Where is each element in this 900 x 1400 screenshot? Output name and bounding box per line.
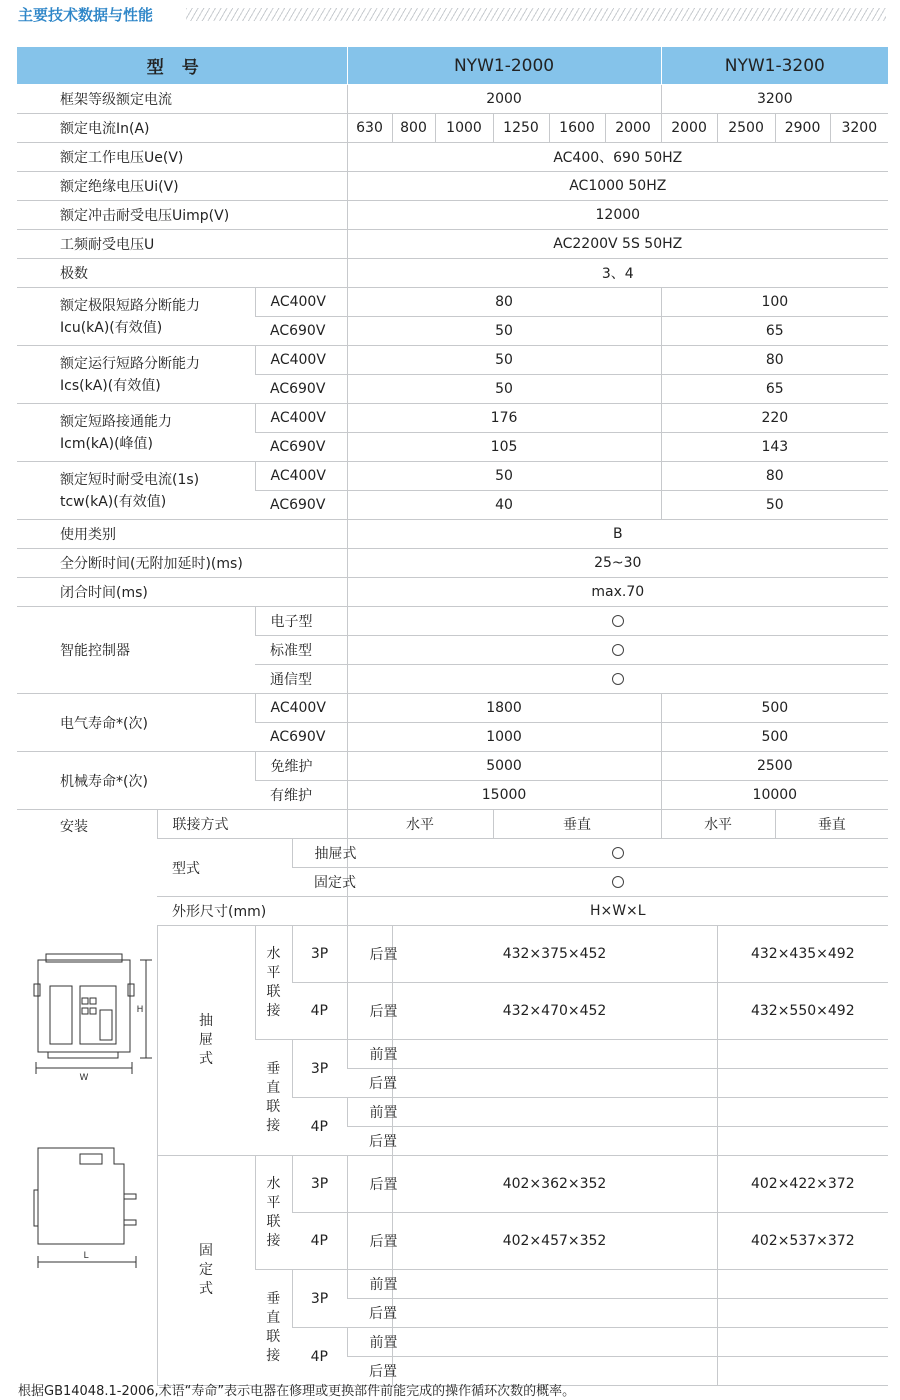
breaker-panel-right xyxy=(80,986,116,1044)
row-power-frequency xyxy=(17,230,888,259)
mech-life-free-value-2: 2500 xyxy=(661,752,888,781)
terminal-lower xyxy=(124,1220,136,1225)
elec-life-ac690-label: AC690V xyxy=(255,723,347,752)
width-dimension-label: W xyxy=(79,1073,89,1083)
type-drawout-mark xyxy=(347,839,888,868)
ics-ac690-value-2: 65 xyxy=(661,375,888,404)
fixed-vertical-text: 固定式 xyxy=(199,1243,213,1297)
icm-ac400-label: AC400V xyxy=(255,404,347,433)
breaker-base xyxy=(48,1052,118,1058)
breaker-handle xyxy=(100,1010,112,1040)
install-label: 安装 xyxy=(60,819,88,835)
draw-h3-dim-1: 432×375×452 xyxy=(392,926,717,983)
fixed-v3-rear: 后置 xyxy=(347,1299,392,1328)
break-time-label: 全分断时间(无附加延时)(ms) xyxy=(17,549,347,578)
frame-value-2: 3200 xyxy=(661,85,888,114)
controller-label: 智能控制器 xyxy=(17,607,255,694)
icw-ac400-label: AC400V xyxy=(255,462,347,491)
draw-v3-rear-dim-2 xyxy=(717,1069,888,1098)
fixed-v4-front: 前置 xyxy=(347,1328,392,1357)
header-model-2000: NYW1-2000 xyxy=(347,47,661,85)
close-time-label: 闭合时间(ms) xyxy=(17,578,347,607)
fixed-v4-pole: 4P xyxy=(292,1328,347,1386)
draw-h3-position: 后置 xyxy=(347,926,392,983)
footnote: 根据GB14048.1-2006,术语“寿命”表示电器在修理或更换部件前能完成的操作循环次数的概率。 xyxy=(18,1384,576,1399)
fixed-v4-rear: 后置 xyxy=(347,1357,392,1386)
breaker-side-outline xyxy=(38,1148,124,1244)
rated-current-value: 2000 xyxy=(661,114,717,143)
icu-ac690-value-1: 50 xyxy=(347,317,661,346)
icm-ac690-label: AC690V xyxy=(255,433,347,462)
ics-label-line2: Ics(kA)(有效值) xyxy=(60,377,161,394)
fixed-h3-dim-2: 402×422×372 xyxy=(717,1156,888,1213)
length-dimension-label: L xyxy=(83,1251,89,1261)
header-row xyxy=(17,47,888,85)
fixed-v3-front-dim-1 xyxy=(392,1270,717,1299)
rated-current-value: 3200 xyxy=(830,114,888,143)
row-frame-current xyxy=(17,85,888,114)
type-drawout-label: 抽屉式 xyxy=(292,839,347,868)
controller-electronic-mark xyxy=(347,607,888,636)
icw-label-line2: tcw(kA)(有效值) xyxy=(60,493,167,510)
draw-v4-front-dim-2 xyxy=(717,1098,888,1127)
icm-label xyxy=(17,404,255,462)
breaker-button xyxy=(90,998,96,1004)
icm-ac400-value-1: 176 xyxy=(347,404,661,433)
breaker-side-window xyxy=(80,1154,102,1164)
row-close-time xyxy=(17,578,888,607)
power-frequency-value: AC2200V 5S 50HZ xyxy=(347,230,888,259)
row-install-connection xyxy=(17,810,888,839)
draw-v3-rear: 后置 xyxy=(347,1069,392,1098)
draw-v4-rear: 后置 xyxy=(347,1127,392,1156)
icu-ac400-value-1: 80 xyxy=(347,288,661,317)
row-ui xyxy=(17,172,888,201)
circle-mark-icon xyxy=(612,673,624,685)
type-fixed-label: 固定式 xyxy=(292,868,347,897)
draw-v3-front-dim-1 xyxy=(392,1040,717,1069)
fixed-v4-front-dim-1 xyxy=(392,1328,717,1357)
power-frequency-label: 工频耐受电压U xyxy=(17,230,347,259)
uimp-value: 12000 xyxy=(347,201,888,230)
row-ics-400 xyxy=(17,346,888,375)
draw-vconn-label xyxy=(255,1040,292,1156)
ics-ac400-value-2: 80 xyxy=(661,346,888,375)
icm-ac400-value-2: 220 xyxy=(661,404,888,433)
fixed-v3-pole: 3P xyxy=(292,1270,347,1328)
controller-electronic-label: 电子型 xyxy=(255,607,347,636)
connection-label: 联接方式 xyxy=(157,810,347,839)
category-label: 使用类别 xyxy=(17,520,347,549)
poles-label: 极数 xyxy=(17,259,347,288)
mech-life-free-label: 免维护 xyxy=(255,752,347,781)
page-title: 主要技术数据与性能 xyxy=(18,6,154,24)
title-hatch-decoration xyxy=(186,8,886,21)
rated-current-value: 1600 xyxy=(549,114,605,143)
fixed-vertical-label xyxy=(157,1156,255,1386)
drawout-vertical-label xyxy=(157,926,255,1156)
draw-v3-front-dim-2 xyxy=(717,1040,888,1069)
row-elec-life-400 xyxy=(17,694,888,723)
mech-life-maint-value-2: 10000 xyxy=(661,781,888,810)
draw-h4-position: 后置 xyxy=(347,983,392,1040)
controller-comm-mark xyxy=(347,665,888,694)
circle-mark-icon xyxy=(612,876,624,888)
breaker-button xyxy=(82,998,88,1004)
breaker-button xyxy=(82,1008,88,1014)
icm-ac690-value-2: 143 xyxy=(661,433,888,462)
fixed-v3-front: 前置 xyxy=(347,1270,392,1299)
ui-label: 额定绝缘电压Ui(V) xyxy=(17,172,347,201)
connection-horizontal-1: 水平 xyxy=(347,810,493,839)
close-time-value: max.70 xyxy=(347,578,888,607)
row-uimp xyxy=(17,201,888,230)
row-icu-400 xyxy=(17,288,888,317)
rated-current-value: 2500 xyxy=(717,114,775,143)
icu-ac400-label: AC400V xyxy=(255,288,347,317)
drawout-breaker-drawing xyxy=(28,950,158,1090)
draw-v4-rear-dim-1 xyxy=(392,1127,717,1156)
elec-life-ac690-value-2: 500 xyxy=(661,723,888,752)
fixed-vconn-label xyxy=(255,1270,292,1386)
icu-ac400-value-2: 100 xyxy=(661,288,888,317)
fixed-hconn-text: 水平联接 xyxy=(266,1175,281,1249)
uimp-label: 额定冲击耐受电压Uimp(V) xyxy=(17,201,347,230)
fixed-h4-dim-1: 402×457×352 xyxy=(392,1213,717,1270)
icu-label-line1: 额定极限短路分断能力 xyxy=(60,297,200,314)
icu-ac690-label: AC690V xyxy=(255,317,347,346)
draw-v3-rear-dim-1 xyxy=(392,1069,717,1098)
draw-v4-rear-dim-2 xyxy=(717,1127,888,1156)
rated-current-value: 1250 xyxy=(493,114,549,143)
header-model: 型号 xyxy=(17,47,347,85)
draw-v3-pole: 3P xyxy=(292,1040,347,1098)
row-rated-current xyxy=(17,114,888,143)
breaker-side-front xyxy=(34,1190,38,1226)
mech-life-label: 机械寿命*(次) xyxy=(17,752,255,810)
category-value: B xyxy=(347,520,888,549)
elec-life-ac400-label: AC400V xyxy=(255,694,347,723)
fixed-v3-front-dim-2 xyxy=(717,1270,888,1299)
icw-ac690-value-1: 40 xyxy=(347,491,661,520)
dimensions-label: 外形尺寸(mm) xyxy=(157,897,347,926)
ics-ac690-label: AC690V xyxy=(255,375,347,404)
draw-v4-pole: 4P xyxy=(292,1098,347,1156)
fixed-v3-rear-dim-1 xyxy=(392,1299,717,1328)
ics-label-line1: 额定运行短路分断能力 xyxy=(60,355,200,372)
breaker-panel-left xyxy=(50,986,72,1044)
ics-ac400-value-1: 50 xyxy=(347,346,661,375)
elec-life-label: 电气寿命*(次) xyxy=(17,694,255,752)
rated-current-label: 额定电流In(A) xyxy=(17,114,347,143)
fixed-h3-position: 后置 xyxy=(347,1156,392,1213)
icu-ac690-value-2: 65 xyxy=(661,317,888,346)
fixed-v4-rear-dim-2 xyxy=(717,1357,888,1386)
row-icm-400 xyxy=(17,404,888,433)
controller-standard-mark xyxy=(347,636,888,665)
breaker-button xyxy=(90,1008,96,1014)
icw-label-line1: 额定短时耐受电流(1s) xyxy=(60,471,200,488)
fixed-h3-pole: 3P xyxy=(292,1156,347,1213)
icw-ac690-value-2: 50 xyxy=(661,491,888,520)
icm-label-line2: Icm(kA)(峰值) xyxy=(60,435,153,452)
fixed-h4-dim-2: 402×537×372 xyxy=(717,1213,888,1270)
rated-current-value: 630 xyxy=(347,114,392,143)
icu-label xyxy=(17,288,255,346)
rated-current-value: 800 xyxy=(392,114,435,143)
row-category xyxy=(17,520,888,549)
draw-h4-pole: 4P xyxy=(292,983,347,1040)
mech-life-free-value-1: 5000 xyxy=(347,752,661,781)
ue-label: 额定工作电压Ue(V) xyxy=(17,143,347,172)
draw-hconn-label xyxy=(255,926,292,1040)
rated-current-value: 1000 xyxy=(435,114,493,143)
drawout-vertical-text: 抽屉式 xyxy=(199,1013,213,1067)
draw-vconn-text: 垂直联接 xyxy=(266,1060,281,1134)
circle-mark-icon xyxy=(612,847,624,859)
row-ue xyxy=(17,143,888,172)
fixed-hconn-label xyxy=(255,1156,292,1270)
fixed-h4-pole: 4P xyxy=(292,1213,347,1270)
icw-ac690-label: AC690V xyxy=(255,491,347,520)
icw-ac400-value-2: 80 xyxy=(661,462,888,491)
height-dimension-label: H xyxy=(136,1005,144,1015)
fixed-h4-position: 后置 xyxy=(347,1213,392,1270)
controller-comm-label: 通信型 xyxy=(255,665,347,694)
draw-h3-dim-2: 432×435×492 xyxy=(717,926,888,983)
draw-v4-front: 前置 xyxy=(347,1098,392,1127)
connection-horizontal-2: 水平 xyxy=(661,810,775,839)
icw-label xyxy=(17,462,255,520)
break-time-value: 25~30 xyxy=(347,549,888,578)
fixed-v4-front-dim-2 xyxy=(717,1328,888,1357)
draw-h4-dim-1: 432×470×452 xyxy=(392,983,717,1040)
breaker-left-tab xyxy=(34,984,40,996)
row-controller-electronic xyxy=(17,607,888,636)
elec-life-ac690-value-1: 1000 xyxy=(347,723,661,752)
mech-life-maint-value-1: 15000 xyxy=(347,781,661,810)
ics-ac690-value-1: 50 xyxy=(347,375,661,404)
icm-ac690-value-1: 105 xyxy=(347,433,661,462)
elec-life-ac400-value-1: 1800 xyxy=(347,694,661,723)
row-poles xyxy=(17,259,888,288)
ics-label xyxy=(17,346,255,404)
frame-value-1: 2000 xyxy=(347,85,661,114)
ui-value: AC1000 50HZ xyxy=(347,172,888,201)
connection-vertical-2: 垂直 xyxy=(775,810,888,839)
icw-ac400-value-1: 50 xyxy=(347,462,661,491)
circle-mark-icon xyxy=(612,644,624,656)
elec-life-ac400-value-2: 500 xyxy=(661,694,888,723)
breaker-right-tab xyxy=(128,984,134,996)
fixed-vconn-text: 垂直联接 xyxy=(266,1290,281,1364)
draw-v4-front-dim-1 xyxy=(392,1098,717,1127)
draw-v3-front: 前置 xyxy=(347,1040,392,1069)
dimensions-format: H×W×L xyxy=(347,897,888,926)
controller-standard-label: 标准型 xyxy=(255,636,347,665)
icm-label-line1: 额定短路接通能力 xyxy=(60,413,172,430)
header-model-3200: NYW1-3200 xyxy=(661,47,888,85)
ics-ac400-label: AC400V xyxy=(255,346,347,375)
draw-h3-pole: 3P xyxy=(292,926,347,983)
breaker-top-rail xyxy=(46,954,122,962)
frame-label: 框架等级额定电流 xyxy=(17,85,347,114)
row-mech-life-1 xyxy=(17,752,888,781)
icu-label-line2: Icu(kA)(有效值) xyxy=(60,319,163,336)
fixed-v3-rear-dim-2 xyxy=(717,1299,888,1328)
fixed-breaker-drawing xyxy=(28,1140,158,1280)
row-icw-400 xyxy=(17,462,888,491)
ue-value: AC400、690 50HZ xyxy=(347,143,888,172)
draw-hconn-text: 水平联接 xyxy=(266,945,281,1019)
rated-current-value: 2900 xyxy=(775,114,830,143)
row-break-time xyxy=(17,549,888,578)
draw-h4-dim-2: 432×550×492 xyxy=(717,983,888,1040)
circle-mark-icon xyxy=(612,615,624,627)
type-label: 型式 xyxy=(157,839,292,897)
terminal-upper xyxy=(124,1194,136,1199)
rated-current-value: 2000 xyxy=(605,114,661,143)
poles-value: 3、4 xyxy=(347,259,888,288)
connection-vertical-1: 垂直 xyxy=(493,810,661,839)
type-fixed-mark xyxy=(347,868,888,897)
mech-life-maint-label: 有维护 xyxy=(255,781,347,810)
fixed-h3-dim-1: 402×362×352 xyxy=(392,1156,717,1213)
